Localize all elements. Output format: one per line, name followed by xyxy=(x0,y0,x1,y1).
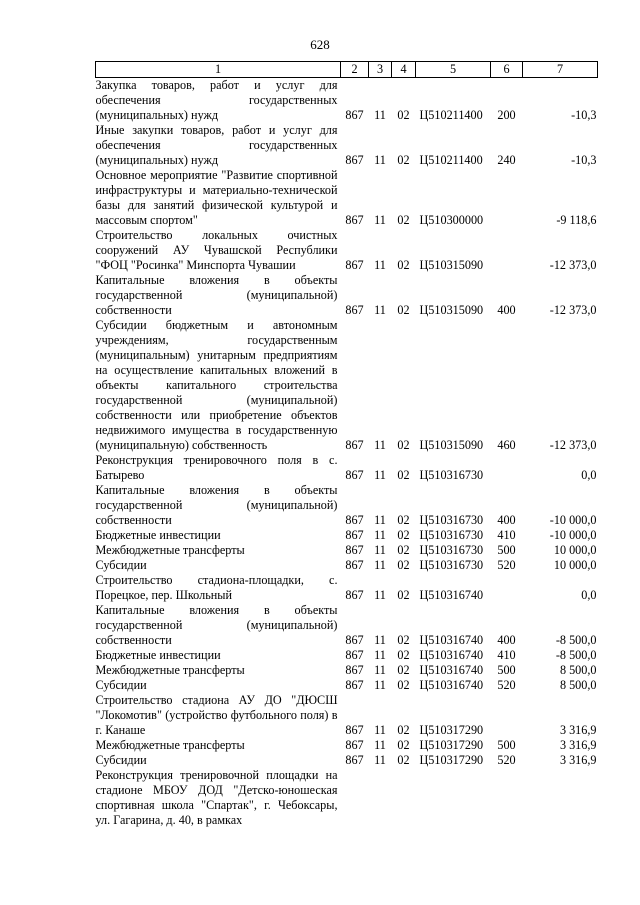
amount-cell: -12 373,0 xyxy=(549,303,597,317)
row-name-cell: Субсидии бюджетным и автономным учреждениям, государственным (муниципальным) унитарным предприятиям на осуществление капитальных вложений в объекты капитального строительства государственной (муниципальной) собственности или приобретение объектов недвижимого имущества в государственную (муниципальную) собственность xyxy=(95,318,338,452)
row-name-cell: Закупка товаров, работ и услуг для обеспечения государственных (муниципальных) нужд xyxy=(95,78,338,122)
section-cell: 11 xyxy=(374,738,386,752)
target-article-cell: Ц510316730 xyxy=(419,528,484,542)
column-header: 5 xyxy=(416,62,491,78)
table-row xyxy=(96,678,598,693)
section-cell: 11 xyxy=(374,528,386,542)
target-article-cell: Ц510316740 xyxy=(419,588,484,602)
table-row xyxy=(96,528,598,543)
table-row xyxy=(96,648,598,663)
row-name-cell: Основное мероприятие "Развитие спортивной инфраструктуры и материально-технической базы для занятий физической культурой и массовым спортом" xyxy=(95,168,338,227)
column-header: 6 xyxy=(491,62,523,78)
amount-cell xyxy=(523,768,598,828)
subsection-cell: 02 xyxy=(397,753,410,767)
table-row xyxy=(96,663,598,678)
target-article-cell: Ц510300000 xyxy=(419,213,484,227)
expense-type-cell: 460 xyxy=(497,438,516,452)
section-cell: 11 xyxy=(374,558,386,572)
subsection-cell: 02 xyxy=(397,513,410,527)
row-name-cell: Реконструкция тренировочного поля в с. Батырево xyxy=(95,453,338,482)
subsection-cell: 02 xyxy=(397,438,410,452)
amount-cell: -12 373,0 xyxy=(549,258,597,272)
target-article-cell: Ц510316730 xyxy=(419,468,484,482)
table-row xyxy=(96,123,598,168)
target-article-cell: Ц510316740 xyxy=(419,663,484,677)
code-cell: 867 xyxy=(345,468,364,482)
section-cell: 11 xyxy=(374,438,386,452)
code-cell: 867 xyxy=(345,648,364,662)
code-cell: 867 xyxy=(345,513,364,527)
amount-cell: 0,0 xyxy=(581,468,597,482)
expense-type-cell: 520 xyxy=(497,558,516,572)
expense-type-cell: 520 xyxy=(497,678,516,692)
expense-type-cell: 500 xyxy=(497,543,516,557)
section-cell: 11 xyxy=(374,108,386,122)
expense-type-cell: 520 xyxy=(497,753,516,767)
subsection-cell: 02 xyxy=(397,153,410,167)
table-row xyxy=(96,168,598,228)
section-cell: 11 xyxy=(374,303,386,317)
target-article-cell: Ц510315090 xyxy=(419,303,484,317)
table-row xyxy=(96,558,598,573)
section-cell: 11 xyxy=(374,468,386,482)
row-name-cell: Межбюджетные трансферты xyxy=(95,738,245,752)
subsection-cell: 02 xyxy=(397,738,410,752)
target-article-cell: Ц510316730 xyxy=(419,543,484,557)
row-name-cell: Капитальные вложения в объекты государственной (муниципальной) собственности xyxy=(95,603,338,647)
code-cell: 867 xyxy=(345,258,364,272)
table-row xyxy=(96,693,598,738)
target-article-cell: Ц510316730 xyxy=(419,513,484,527)
section-cell xyxy=(369,768,392,828)
code-cell: 867 xyxy=(345,213,364,227)
expense-type-cell xyxy=(491,453,523,483)
target-article-cell: Ц510316740 xyxy=(419,648,484,662)
expense-type-cell: 410 xyxy=(497,648,516,662)
table-body xyxy=(96,78,598,829)
amount-cell: 8 500,0 xyxy=(559,663,597,677)
code-cell: 867 xyxy=(345,108,364,122)
row-name-cell: Строительство стадиона АУ ДО "ДЮСШ "Локомотив" (устройство футбольного поля) в г. Канаше xyxy=(95,693,338,737)
target-article-cell: Ц510211400 xyxy=(419,153,483,167)
row-name-cell: Иные закупки товаров, работ и услуг для обеспечения государственных (муниципальных) нужд xyxy=(95,123,338,167)
expense-type-cell: 400 xyxy=(497,303,516,317)
table-row xyxy=(96,768,598,828)
code-cell: 867 xyxy=(345,633,364,647)
code-cell: 867 xyxy=(345,558,364,572)
row-name-cell: Строительство стадиона-площадки, с. Порецкое, пер. Школьный xyxy=(95,573,338,602)
column-header: 7 xyxy=(523,62,598,78)
target-article-cell: Ц510317290 xyxy=(419,723,484,737)
expense-type-cell xyxy=(491,768,523,828)
table-row xyxy=(96,273,598,318)
section-cell: 11 xyxy=(374,213,386,227)
expense-type-cell xyxy=(491,168,523,228)
section-cell: 11 xyxy=(374,543,386,557)
expense-type-cell: 200 xyxy=(497,108,516,122)
row-name-cell: Капитальные вложения в объекты государственной (муниципальной) собственности xyxy=(95,273,338,317)
table-header-row xyxy=(96,62,598,78)
expense-type-cell: 400 xyxy=(497,633,516,647)
target-article-cell xyxy=(416,768,491,828)
amount-cell: 3 316,9 xyxy=(559,723,597,737)
subsection-cell: 02 xyxy=(397,213,410,227)
amount-cell: -10,3 xyxy=(571,108,597,122)
table-row xyxy=(96,603,598,648)
subsection-cell: 02 xyxy=(397,633,410,647)
subsection-cell: 02 xyxy=(397,303,410,317)
table-row xyxy=(96,318,598,453)
expense-type-cell: 500 xyxy=(497,738,516,752)
column-header: 1 xyxy=(96,62,341,78)
target-article-cell: Ц510316730 xyxy=(419,558,484,572)
table-row xyxy=(96,573,598,603)
table-row xyxy=(96,483,598,528)
code-cell: 867 xyxy=(345,738,364,752)
expense-type-cell xyxy=(491,573,523,603)
row-name-cell: Капитальные вложения в объекты государственной (муниципальной) собственности xyxy=(95,483,338,527)
amount-cell: -8 500,0 xyxy=(555,633,597,647)
table-row xyxy=(96,453,598,483)
expense-type-cell xyxy=(491,228,523,273)
subsection-cell: 02 xyxy=(397,648,410,662)
section-cell: 11 xyxy=(374,723,386,737)
code-cell: 867 xyxy=(345,663,364,677)
amount-cell: 0,0 xyxy=(581,588,597,602)
target-article-cell: Ц510211400 xyxy=(419,108,483,122)
table-row xyxy=(96,543,598,558)
row-name-cell: Строительство локальных очистных сооружений АУ Чувашской Республики "ФОЦ "Росинка" Минспорта Чувашии xyxy=(95,228,338,272)
budget-table xyxy=(95,61,598,828)
table-row xyxy=(96,738,598,753)
amount-cell: -10,3 xyxy=(571,153,597,167)
table-row xyxy=(96,78,598,124)
amount-cell: -10 000,0 xyxy=(549,513,597,527)
code-cell: 867 xyxy=(345,753,364,767)
section-cell: 11 xyxy=(374,678,386,692)
target-article-cell: Ц510315090 xyxy=(419,438,484,452)
row-name-cell: Межбюджетные трансферты xyxy=(95,543,245,557)
target-article-cell: Ц510316740 xyxy=(419,633,484,647)
code-cell: 867 xyxy=(345,438,364,452)
column-header: 3 xyxy=(369,62,392,78)
target-article-cell: Ц510317290 xyxy=(419,753,484,767)
expense-type-cell xyxy=(491,693,523,738)
code-cell: 867 xyxy=(345,528,364,542)
section-cell: 11 xyxy=(374,513,386,527)
page-number: 628 xyxy=(310,37,330,52)
row-name-cell: Субсидии xyxy=(95,753,147,767)
subsection-cell: 02 xyxy=(397,588,410,602)
section-cell: 11 xyxy=(374,753,386,767)
subsection-cell: 02 xyxy=(397,558,410,572)
target-article-cell: Ц510316740 xyxy=(419,678,484,692)
row-name-cell: Бюджетные инвестиции xyxy=(95,648,221,662)
code-cell: 867 xyxy=(345,723,364,737)
section-cell: 11 xyxy=(374,153,386,167)
code-cell xyxy=(341,768,369,828)
row-name-cell: Субсидии xyxy=(95,558,147,572)
table-row xyxy=(96,753,598,768)
amount-cell: -10 000,0 xyxy=(549,528,597,542)
row-name-cell: Реконструкция тренировочной площадки на стадионе МБОУ ДОД "Детско-юношеская спортивная школа "Спартак", г. Чебоксары, ул. Гагарина, д. 40, в рамках xyxy=(95,768,338,827)
subsection-cell: 02 xyxy=(397,678,410,692)
row-name-cell: Бюджетные инвестиции xyxy=(95,528,221,542)
expense-type-cell: 400 xyxy=(497,513,516,527)
target-article-cell: Ц510317290 xyxy=(419,738,484,752)
amount-cell: 10 000,0 xyxy=(553,558,597,572)
section-cell: 11 xyxy=(374,648,386,662)
section-cell: 11 xyxy=(374,633,386,647)
subsection-cell: 02 xyxy=(397,723,410,737)
code-cell: 867 xyxy=(345,588,364,602)
subsection-cell: 02 xyxy=(397,468,410,482)
amount-cell: 3 316,9 xyxy=(559,738,597,752)
table-row xyxy=(96,228,598,273)
row-name-cell: Межбюджетные трансферты xyxy=(95,663,245,677)
subsection-cell: 02 xyxy=(397,528,410,542)
amount-cell: 3 316,9 xyxy=(559,753,597,767)
code-cell: 867 xyxy=(345,678,364,692)
subsection-cell: 02 xyxy=(397,108,410,122)
subsection-cell xyxy=(392,768,416,828)
code-cell: 867 xyxy=(345,153,364,167)
section-cell: 11 xyxy=(374,588,386,602)
amount-cell: -8 500,0 xyxy=(555,648,597,662)
code-cell: 867 xyxy=(345,543,364,557)
row-name-cell: Субсидии xyxy=(95,678,147,692)
expense-type-cell: 500 xyxy=(497,663,516,677)
amount-cell: 8 500,0 xyxy=(559,678,597,692)
subsection-cell: 02 xyxy=(397,663,410,677)
column-header: 2 xyxy=(341,62,369,78)
expense-type-cell: 410 xyxy=(497,528,516,542)
subsection-cell: 02 xyxy=(397,543,410,557)
section-cell: 11 xyxy=(374,258,386,272)
subsection-cell: 02 xyxy=(397,258,410,272)
amount-cell: -9 118,6 xyxy=(556,213,597,227)
section-cell: 11 xyxy=(374,663,386,677)
column-header: 4 xyxy=(392,62,416,78)
amount-cell: -12 373,0 xyxy=(549,438,597,452)
amount-cell: 10 000,0 xyxy=(553,543,597,557)
expense-type-cell: 240 xyxy=(497,153,516,167)
target-article-cell: Ц510315090 xyxy=(419,258,484,272)
code-cell: 867 xyxy=(345,303,364,317)
